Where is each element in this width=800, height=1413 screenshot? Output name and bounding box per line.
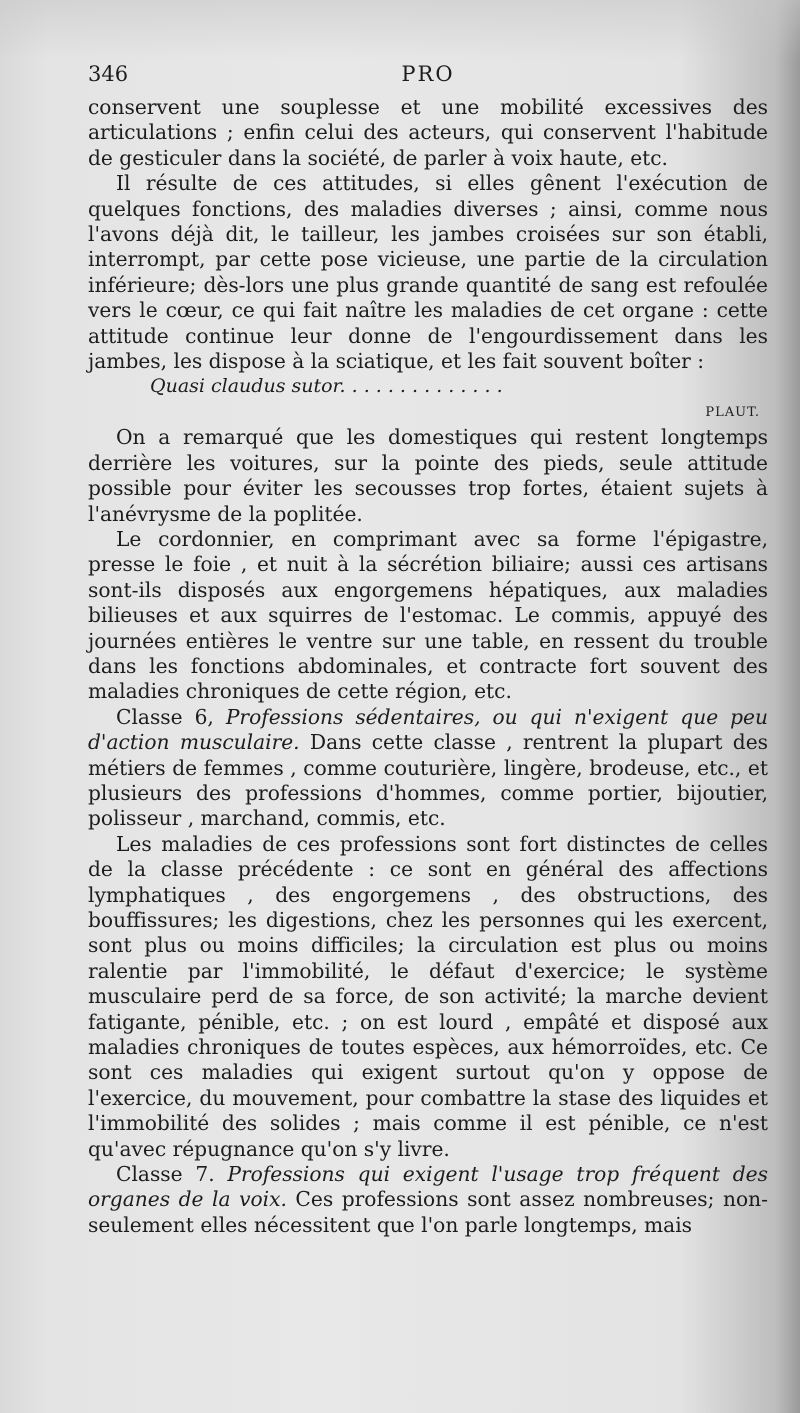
paragraph-4: Le cordonnier, en comprimant avec sa forme l'épigastre, presse le foie , et nuit à la sécrétion biliaire; aussi ces artisans sont-ils disposés aux engorgemens hépatiques, aux maladies bilieuses et aux squirres de l'estomac. Le commis, appuyé des journées entières le ventre sur une table, en ressent du trouble dans les fonctions abdominales, et contracte fort souvent des maladies chroniques de cette région, etc. <box>88 526 768 704</box>
paragraph-6: Les maladies de ces professions sont fort distinctes de celles de la classe précédente : ce sont en général des affections lymphatiques , des engorgemens , des obstructions, des bouffissures; les digestions, chez les personnes qui les exercent, sont plus ou moins difficiles; la circulation est plus ou moins ralentie par l'immobilité, le défaut d'exercice; le système musculaire perd de sa force, de son activité; la marche devient fatigante, pénible, etc. ; on est lourd , empâté et disposé aux maladies chroniques de toutes espèces, aux hémorroïdes, etc. Ce sont ces maladies qui exigent surtout qu'on y oppose de l'exercice, du mouvement, pour combattre la stase des liquides et l'immobilité des solides ; mais comme il est pénible, ce n'est qu'avec répugnance qu'on s'y livre. <box>88 831 768 1161</box>
page-header <box>88 62 768 92</box>
quote-attribution: PLAUT. <box>705 404 760 420</box>
running-head: PRO <box>401 62 455 86</box>
class-6-title: Professions sédentaires, ou qui n'exigent que peu d'action musculaire. <box>88 704 769 755</box>
class-6-lead: Classe 6, <box>116 704 226 729</box>
page-number: 346 <box>88 62 129 86</box>
paragraph-7 <box>88 1162 768 1238</box>
class-6-text: Dans cette classe , rentrent la plupart des métiers de femmes , comme couturière, lingère, brodeuse, etc., et plusieurs des professions d'hommes, comme portier, bijoutier, polisseur , marchand, commis, etc. <box>88 730 768 831</box>
paragraph-5 <box>88 705 768 832</box>
body-text <box>88 95 768 1238</box>
paragraph-2: Il résulte de ces attitudes, si elles gênent l'exécution de quelques fonctions, des maladies diverses ; ainsi, comme nous l'avons déjà dit, le tailleur, les jambes croisées sur son établi, interrompt, par cette pose vicieuse, une partie de la circulation inférieure; dès-lors une plus grande quantité de sang est refoulée vers le cœur, ce qui fait naître les maladies de cet organe : cette attitude continue leur donne de l'engourdissement dans les jambes, les dispose à la sciatique, et les fait souvent boîter : <box>88 171 768 374</box>
page-shading <box>0 0 800 60</box>
latin-quote: Quasi claudus sutor. . . . . . . . . . . . . . <box>150 375 503 398</box>
class-7-lead: Classe 7. <box>116 1162 228 1187</box>
paragraph-3: On a remarqué que les domestiques qui restent longtemps derrière les voitures, sur la pointe des pieds, seule attitude possible pour éviter les secousses trop fortes, étaient sujets à l'anévrysme de la poplitée. <box>88 425 768 526</box>
class-7-text: Ces professions sont assez nombreuses; non-seulement elles nécessitent que l'on parle longtemps, mais <box>88 1187 768 1237</box>
class-7-title: Professions qui exigent l'usage trop fréquent des organes de la voix. <box>88 1162 768 1212</box>
paragraph-1: conservent une souplesse et une mobilité excessives des articulations ; enfin celui des acteurs, qui conservent l'habitude de gesticuler dans la société, de parler à voix haute, etc. <box>88 95 768 170</box>
